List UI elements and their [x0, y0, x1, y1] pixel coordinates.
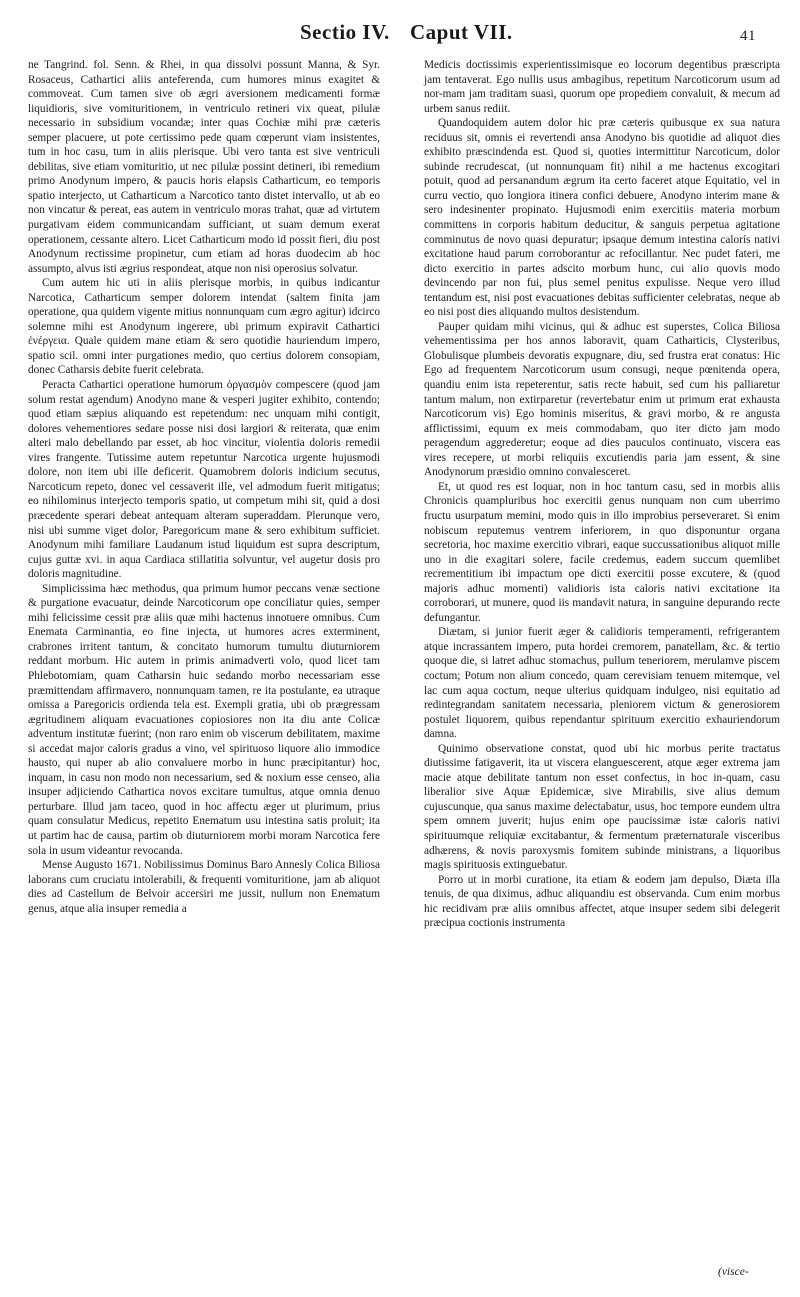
paragraph: Mense Augusto 1671. Nobilissimus Dominus Baro Annesly Colica Biliosa laborans cum cruciatu intolerabili, & frequenti vomituritione, jam ab aliquot dies ad Castellum de Belvoir accersiri me jussit, nullum non Enematum genus, atque alia insuper remedia a — [28, 859, 380, 915]
paragraph: Et, ut quod res est loquar, non in hoc tantum casu, sed in morbis aliis Chronicis quampluribus hoc exercitii genus nunquam non cum uberrimo fructu usurpatum memini, modo quis in illo improbius perseveraret. Si enim nobiscum reputemus ventrem inferiorem, in quo disponuntur organa secretoria, hoc maxime exercitio vibrari, eaque succussationibus aliquot mille uno in die exagitari solere, facile credemus, eadem succum quemlibet recrementitium ibi impactum ope dicti exercitii posse excutere, & (quod majoris adhuc momenti) validioris ista caloris nativi excitatione ita corroborari, ut munere, quod iis mandavit natura, in sanguine depurando recte defungantur. — [424, 480, 780, 624]
paragraph: Pauper quidam mihi vicinus, qui & adhuc est superstes, Colica Biliosa vehementissima per hos annos laboravit, quam Catharticis, Clysteribus, Globulisque plumbeis devoratis expugnare, diu, sed frustra erat conatus: Hic Ego ad frequentem Narcoticorum usum consugi, neque pœnitenda opera, quandiu enim ista repeterentur, satis recte habuit, sed cum his palliaretur tantum malum, non extirparetur (revertebatur enim ut primum erat exhausta Narcoticorum vis) Ego hominis miseritus, & gravi morbo, & re angusta afflictissimi, equum ex meis commodabam, quo iter dicto jam modo peragendum aggrederetur; eoque ad dies pauculos continuato, viscera eas vires recepere, ut morbi reliquiis excutiendis paria jam essent, & sine Anodynorum præsidio omnino convalesceret. — [424, 320, 780, 479]
paragraph: Peracta Cathartici operatione humorum ὀργασμὸν compescere (quod jam solum restat agendum) Anodyno mane & vesperi jugiter exhibito, contendo; quod etiam sæpius aliquando est repetendum: nec unquam mihi contigit, dolores vehementiores sedare posse nisi dosi largiori & reiterata, quæ enim alteri malo debellando par esset, ab hoc vincitur, violentia doloris remedii vires frangente. Tutissime autem repetuntur Narcotica urgente hujusmodi dolore, non item ubi ille deficerit. Quamobrem doloris indicium secutus, Narcoticum repeto, donec vel cessaverit ille, vel admodum fuerit mitigatus; eo nihilominus interjecto temporis spatio, ut competum mihi sit, quid a dosi præcedente sperari debeat antequam alteram superaddam. Plerunque vero, nisi ubi summe viget dolor, Paregoricum mane & sero exhibitum sufficiet. Anodynum mihi familiare Laudanum istud liquidum est supra descriptum, cujus guttæ xvi. in aqua Cardiaca stillatitia solvuntur, vel augetur dosis pro doloris magnitudine. — [28, 379, 380, 581]
running-head — [0, 14, 800, 48]
section-heading: Sectio IV. — [300, 20, 390, 44]
chapter-heading: Caput VII. — [410, 20, 513, 44]
paragraph: Cum autem hic uti in aliis plerisque morbis, in quibus indicantur Narcotica, Catharticum semper dolorem intendat (saltem finita jam operatione, qua quidem vigente mitius nonnunquam cum ægro agitur) idcirco solemne mihi est Anodynum ingerere, ubi primum expiravit Cathartici ἐνέργεια. Quale quidem mane etiam & sero quotidie hauriendum impero, spatio scil. omni inter purgationes medio, quo certius dolorem consopiam, donec Catharsis debite fuerit celebrata. — [28, 277, 380, 377]
left-column — [28, 58, 380, 916]
page-number: 41 — [740, 28, 756, 44]
paragraph: Quandoquidem autem dolor hic præ cæteris quibusque ex sua natura reciduus sit, omnis ei revertendi ansa Anodyno bis quotidie ad aliquot dies exhibito præscindenda est. Quod si, quoties intermittitur Narcoticum, dolor subinde recrudescat, (ut nonnunquam fit) nihil a me hactenus excogitari potuit, quod ad persanandum ægrum ita certo faceret atque Equitatio, vel in curru vectio, quo longiora itinera confici debuere, Anodyno interim mane & sero indesinenter propinato. Hujusmodi enim exercitiis materia morbum committens in corporis habitum deducitur, & sanguis perpetua agitatione comminutus de novo quasi depuratur; ipsaque demum intestina calorís nativi excitatione haud parum corroborantur ac refocillantur. Nec pudet fateri, me dicto exercitio in partes adscito morbum hunc, cui alio quovis modo devincendo par non fui, plus semel penitus expulisse. Neque vero illud tentandum est, nisi post evacuationes debitas sufficienter celebratas, neque ab eo nisi post dies aliquando multos desistendum. — [424, 117, 780, 319]
catchword: (visce- — [718, 1266, 749, 1278]
right-column — [424, 58, 780, 931]
paragraph: ne Tangrind. fol. Senn. & Rhei, in qua dissolvi possunt Manna, & Syr. Rosaceus, Cathartici aliis anteferenda, cum humores minus exagitet & commoveat. Cum tamen sive ob ægri aversionem medicamenti formæ liquidioris, sive vomituritionem, in ventriculo retineri vix queat, pilulæ necessario in subsidium vocandæ; inter quas Cochiæ mihi præ cæteris semper placuere, ut pote certissimo pede quam cœperunt viam insistentes, tum in hoc casu, tum in aliis plerisque. Ubi vero tanta est sive ventriculi debilitas, sive etiam vomituritio, ut nec pilulæ possint detineri, ibi remedium primo Anodynum impero, & paucis horis elapsis Catharticum, eo temporis spatio interjecto, ut Catharticum a Narcotico tanto distet intervallo, ut ab eo non vincatur & pereat, eas autem in ventriculo moras trahat, quæ ad virtutem purgativam eidem communicandam sufficiant, ut suam demum exerat operationem, cessante altero. Licet Catharticum modo id possit fieri, diu post Anodynum rectissime propinetur, cum etiam ad horas duodecim ab hoc assumpto, alvus isti ægrius respondeat, atque non nisi operosius solvatur. — [28, 59, 380, 275]
paragraph: Medicis doctissimis experientissimisque eo locorum degentibus præscripta jam tentaverat. Ego nullis usus ambagibus, repetitum Narcoticorum usum ad nor-mam jam traditam suasi, quorum ope propediem convaluit, & mecum ad urbem sanus rediit. — [424, 59, 780, 115]
paragraph: Quinimo observatione constat, quod ubi hic morbus perite tractatus diutissime fatigaverit, ita ut viscera elanguescerent, atque æger extrema jam macie atque debilitate tantum non esset confectus, in hoc in-quam, casu liberalior sive Aquæ Epidemicæ, sive Mirabilis, sive alius demum cujuscunque, qua sanus maxime delectabatur, usus, hoc tempore eundem ultra spem omnem juverit; hujus enim ope paucissimæ istæ caloris nativi spirituumque reliquiæ excitabantur, & fermentum præternaturale visceribus adhærens, & novis paroxysmis fomitem subinde ministrans, a liquoribus magis spirituosis extinguebatur. — [424, 742, 780, 872]
paragraph: Diætam, si junior fuerit æger & calidioris temperamenti, refrigerantem atque incrassantem impero, puta hordei cremorem, panatellam, &c. & tertio quoque die, si latret adhuc stomachus, pullum teneriorem, merulamve piscem coctum; Potum non alium concedo, quam cerevisiam tenuem mitemque, vel lac cum aqua coctum, neque ulterius quidquam indulgeo, nisi equitatio ad redintegrandam sanitatem necessaria, pleniorem victum & generosiorem postulet liquorem, quibus rependantur spirituum exercitio exhauriendorum damna. — [424, 626, 780, 741]
paragraph: Simplicissima hæc methodus, qua primum humor peccans venæ sectione & purgatione evacuatur, deinde Narcoticorum ope conciliatur quies, semper mihi felicissime cessit præ aliis quæ mihi hactenus innotuere omnibus. Cum Enemata Carminantia, eo fine injecta, ut humores acres exterminent, crabrones irritent tantum, & concitato humorum tumultu diuturniorem reddant morbum. Hic autem in primis animadverti volo, quod licet tam Phlebotomiam, quam Catharsin huic sedando morbo necessariam esse præmittendam affirmavero, nonnunquam tamen, re ita postulante, ea utraque omissa a Paregoricis ordienda tela est. Exempli gratia, ubi ob prægressam ægritudinem aliquam evacuationes copiosiores non ita diu ante Colicæ adventum institutæ fuerint; (non raro enim ob viscerum debilitatem, maxime si accedat major caloris gradus a vino, vel spirituoso liquore alio immodice hausto, qui nuper ab alio convaluere morbo in hunc præcipitantur) hoc, inquam, in casu non modo non necessarium, sed & noxium esse censeo, alia insuper adjiciendo Cathartica novos excitare tumultus, atque omnia denuo perturbare. Illud jam taceo, quod in hoc affectu æger ut plurimum, prius quam consulatur Medicus, repetito Enematum usu intestina satis proluit; ita ut partim hac de causa, partim ob diuturniorem morbi moram Narcotica fere sola in usum videantur revocanda. — [28, 582, 380, 857]
paragraph: Porro ut in morbi curatione, ita etiam & eodem jam depulso, Diæta illa tenuis, de qua diximus, adhuc aliquandiu est observanda. Cum enim morbus hic recidivam præ aliis omnibus affectet, atque insuper sedem sibi delegerit præcipua coctionis instrumenta — [424, 873, 780, 930]
